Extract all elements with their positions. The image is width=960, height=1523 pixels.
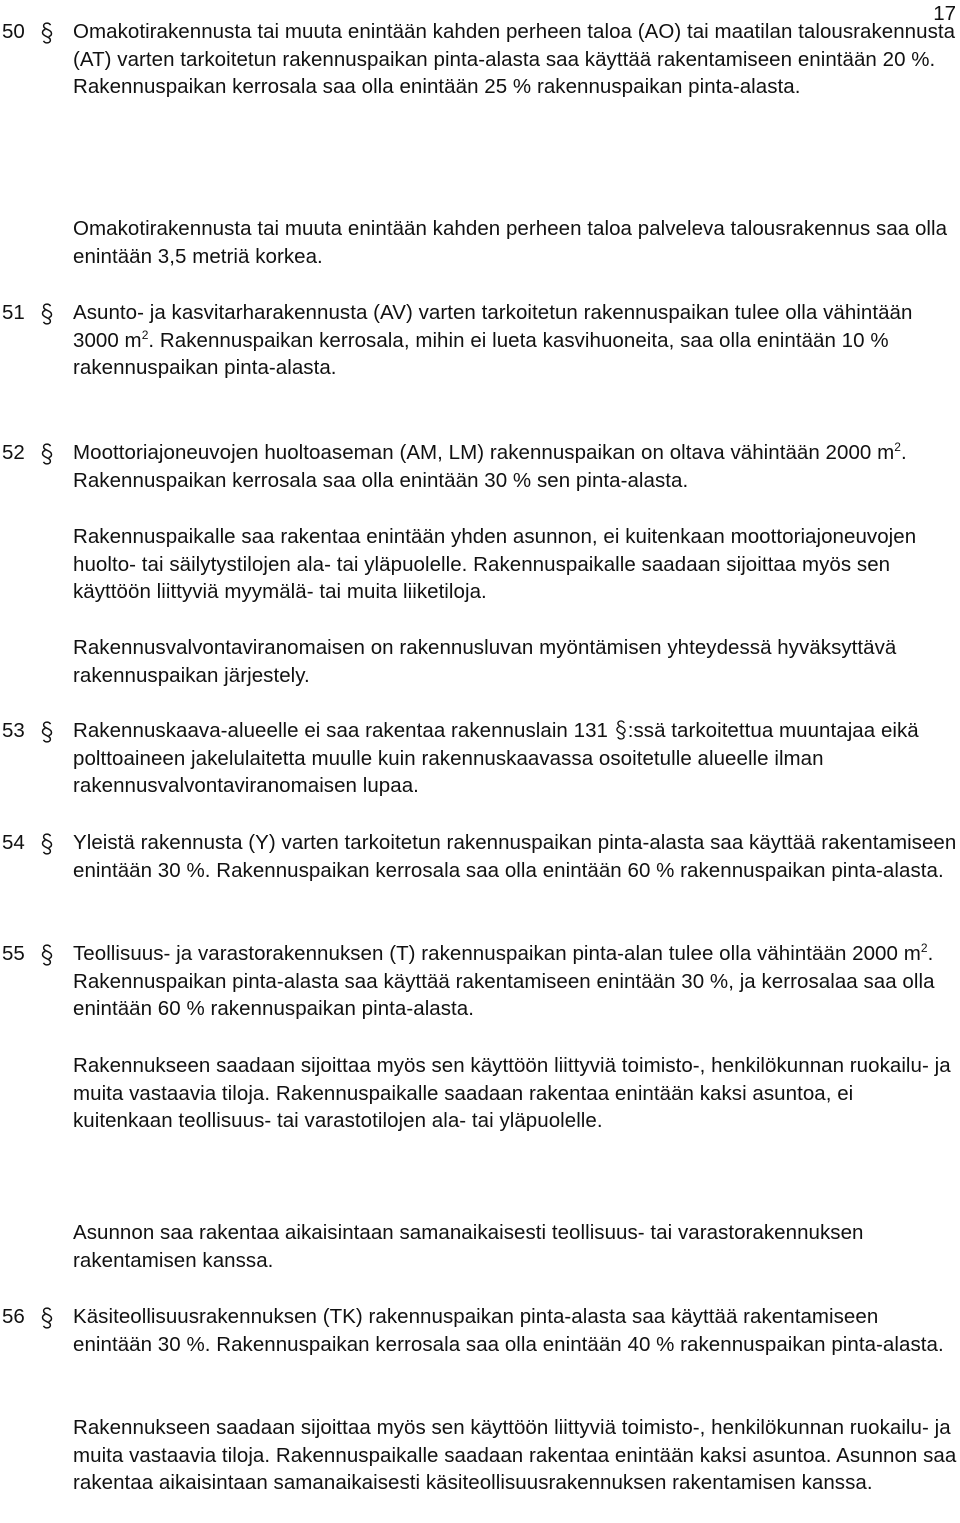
section-sign-icon [40,833,54,855]
paragraph-52-3: Rakennusvalvontaviranomaisen on rakennusluvan myöntämisen yhteydessä hyväksyttävä rakennuspaikan järjestely. [73,636,897,687]
section-sign-icon [40,22,54,44]
section-number: 53 [2,719,25,742]
section-number: 52 [2,441,25,464]
section-sign-icon [40,944,54,966]
section-number: 50 [2,20,25,43]
paragraph-51-1: Asunto- ja kasvitarharakennusta (AV) varten tarkoitetun rakennuspaikan tulee olla vähintään 3000 $m^2$. Rakennuspaikan kerrosala, mihin ei lueta kasvihuoneita, saa olla enintään 10 % rakennuspaikan pinta-alasta. [73,301,913,380]
section-sign-icon [40,443,54,465]
section-sign-icon [40,1307,54,1329]
paragraph-54-1: Yleistä rakennusta (Y) varten tarkoitetun rakennuspaikan pinta-alasta saa käyttää rakentamiseen enintään 30 %. Rakennuspaikan kerrosala saa olla enintään 60 % rakennuspaikan pinta-alasta. [73,831,957,882]
section-marker-54 [2,829,54,857]
paragraph-50-1: Omakotirakennusta tai muuta enintään kahden perheen taloa (AO) tai maatilan talousrakennusta (AT) varten tarkoitetun rakennuspaikan pinta-alasta saa käyttää rakentamiseen enintään 20 %. Rakennuspaikan kerrosala saa olla enintään 25 % rakennuspaikan pinta-alasta. [73,20,956,99]
section-marker-53 [2,717,54,745]
paragraph-52-1: Moottoriajoneuvojen huoltoaseman (AM, LM) rakennuspaikan on oltava vähintään 2000 $m^2$. Rakennuspaikan kerrosala saa olla enintään 30 % sen pinta-alasta. [73,440,907,492]
section-marker-55 [2,940,54,968]
section-marker-52 [2,439,54,467]
paragraph-55-3: Asunnon saa rakentaa aikaisintaan samanaikaisesti teollisuus- tai varastorakennuksen rakentamisen kanssa. [73,1221,864,1272]
paragraph-56-1: Käsiteollisuusrakennuksen (TK) rakennuspaikan pinta-alasta saa käyttää rakentamiseen enintään 30 %. Rakennuspaikan kerrosala saa olla enintään 40 % rakennuspaikan pinta-alasta. [73,1305,944,1356]
section-sign-icon [40,721,54,743]
paragraph-52-2: Rakennuspaikalle saa rakentaa enintään yhden asunnon, ei kuitenkaan moottoriajoneuvojen huolto- tai säilytystilojen ala- tai yläpuolelle. Rakennuspaikalle saadaan sijoittaa myös sen käyttöön liittyviä myymälä- tai muita liiketiloja. [73,525,917,604]
section-number: 55 [2,942,25,965]
paragraph-53-1: Rakennuskaava-alueelle ei saa rakentaa rakennuslain 131 :ssä tarkoitettua muuntajaa eikä polttoaineen jakelulaitetta muulle kuin rakennuskaavassa osoitetulle alueelle ilman rakennusvalvontaviranomaisen lupaa. [73,719,919,798]
paragraph-55-1: Teollisuus- ja varastorakennuksen (T) rakennuspaikan pinta-alan tulee olla vähintään 2000 $m^2$. Rakennuspaikan pinta-alasta saa käyttää rakentamiseen enintään 30 %, ja kerrosalaa saa olla enintään 60 % rakennuspaikan pinta-alasta. [73,941,935,1021]
section-number: 56 [2,1305,25,1328]
section-number: 54 [2,831,25,854]
paragraph-56-2: Rakennukseen saadaan sijoittaa myös sen käyttöön liittyviä toimisto-, henkilökunnan ruokailu- ja muita vastaavia tiloja. Rakennuspaikalle saadaan rakentaa enintään kaksi asuntoa. Asunnon saa rakentaa aikaisintaan samanaikaisesti käsiteollisuusrakennuksen rakentamisen kanssa. [73,1416,957,1495]
section-marker-50 [2,18,54,46]
section-sign-icon [614,720,628,740]
section-marker-56 [2,1303,54,1331]
section-sign-icon [40,303,54,325]
section-marker-51 [2,299,54,327]
page-number: 17 [933,2,956,25]
section-number: 51 [2,301,25,324]
paragraph-55-2: Rakennukseen saadaan sijoittaa myös sen käyttöön liittyviä toimisto-, henkilökunnan ruokailu- ja muita vastaavia tiloja. Rakennuspaikalle saadaan rakentaa enintään kaksi asuntoa, ei kuitenkaan teollisuus- tai varastotilojen ala- tai yläpuolelle. [73,1054,951,1133]
paragraph-50-2: Omakotirakennusta tai muuta enintään kahden perheen taloa palveleva talousrakennus saa olla enintään 3,5 metriä korkea. [73,217,948,268]
